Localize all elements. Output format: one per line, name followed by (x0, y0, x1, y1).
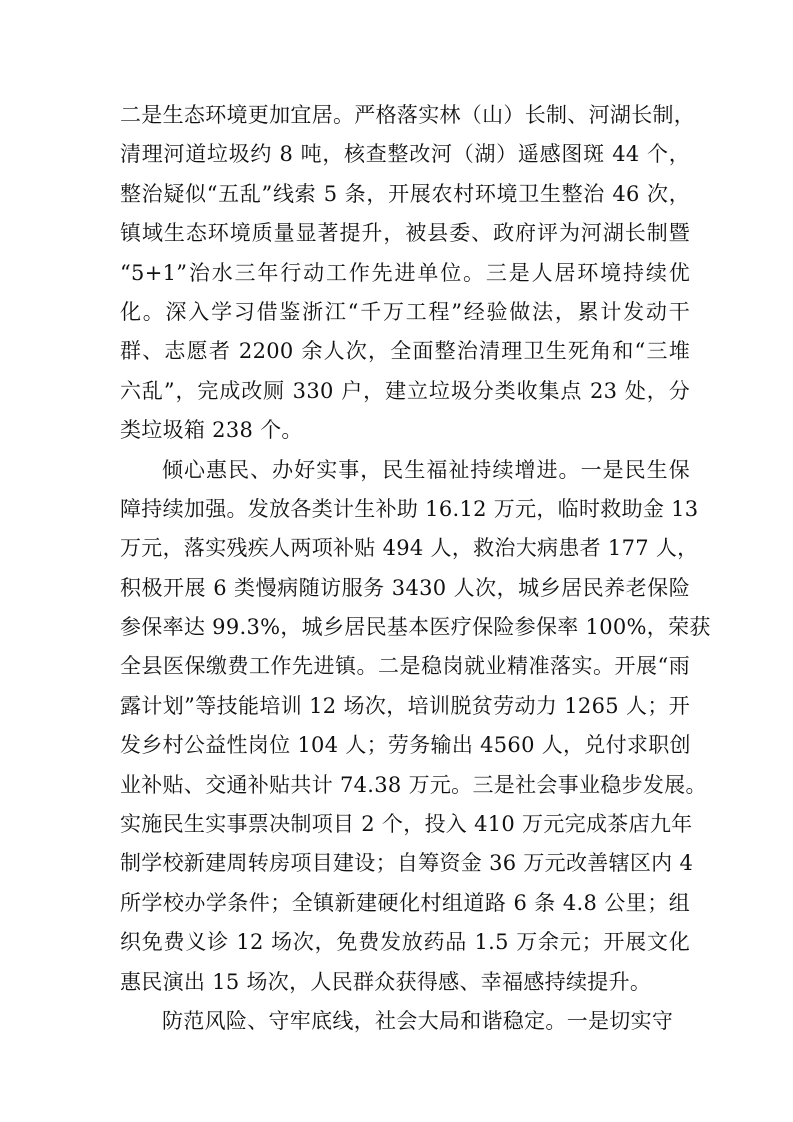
text-line: 发乡村公益性岗位 104 人；劳务输出 4560 人，兑付求职创 (120, 733, 691, 758)
text-line: 业补贴、交通补贴共计 74.38 万元。三是社会事业稳步发展。 (120, 772, 707, 797)
text-line: 障持续加强。发放各类计生补助 16.12 万元，临时救助金 13 (120, 496, 699, 521)
text-line: 惠民演出 15 场次，人民群众获得感、幸福感持续提升。 (120, 969, 652, 994)
text-line: 群、志愿者 2200 余人次，全面整治清理卫生死角和“三堆 (120, 339, 690, 364)
text-line: 镇域生态环境质量显著提升，被县委、政府评为河湖长制暨 (120, 221, 690, 246)
text-line: 清理河道垃圾约 8 吨，核查整改河（湖）遥感图斑 44 个， (120, 142, 690, 167)
text-line: 所学校办学条件；全镇新建硬化村组道路 6 条 4.8 公里；组 (120, 890, 690, 915)
text-line: 制学校新建周转房项目建设；自筹资金 36 万元改善辖区内 4 (120, 851, 694, 876)
text-line: 万元，落实残疾人两项补贴 494 人，救治大病患者 177 人， (120, 536, 699, 561)
text-line: 六乱”，完成改厕 330 户，建立垃圾分类收集点 23 处，分 (120, 378, 690, 403)
text-line: 全县医保缴费工作先进镇。二是稳岗就业精准落实。开展“雨 (120, 654, 690, 679)
text-line: 化。深入学习借鉴浙江“千万工程”经验做法，累计发动干 (120, 299, 690, 324)
text-line: 织免费义诊 12 场次，免费发放药品 1.5 万余元；开展文化 (120, 930, 690, 955)
body-text (120, 96, 711, 1041)
text-line: 实施民生实事票决制项目 2 个，投入 410 万元完成茶店九年 (120, 812, 693, 837)
text-line: 防范风险、守牢底线，社会大局和谐稳定。一是切实守 (162, 1008, 674, 1033)
text-line: 二是生态环境更加宜居。严格落实林（山）长制、河湖长制， (120, 103, 696, 127)
text-line: 积极开展 6 类慢病随访服务 3430 人次，城乡居民养老保险 (120, 575, 690, 600)
text-line: 露计划”等技能培训 12 场次，培训脱贫劳动力 1265 人；开 (120, 693, 690, 718)
text-line: 整治疑似“五乱”线索 5 条，开展农村环境卫生整治 46 次， (120, 181, 690, 206)
text-line: 类垃圾箱 238 个。 (120, 418, 303, 443)
text-line: 倾心惠民、办好实事，民生福祉持续增进。一是民生保 (162, 457, 690, 482)
text-line: 参保率达 99.3%，城乡居民基本医疗保险参保率 100%，荣获 (120, 615, 711, 640)
text-line: “5+1”治水三年行动工作先进单位。三是人居环境持续优 (120, 260, 690, 285)
